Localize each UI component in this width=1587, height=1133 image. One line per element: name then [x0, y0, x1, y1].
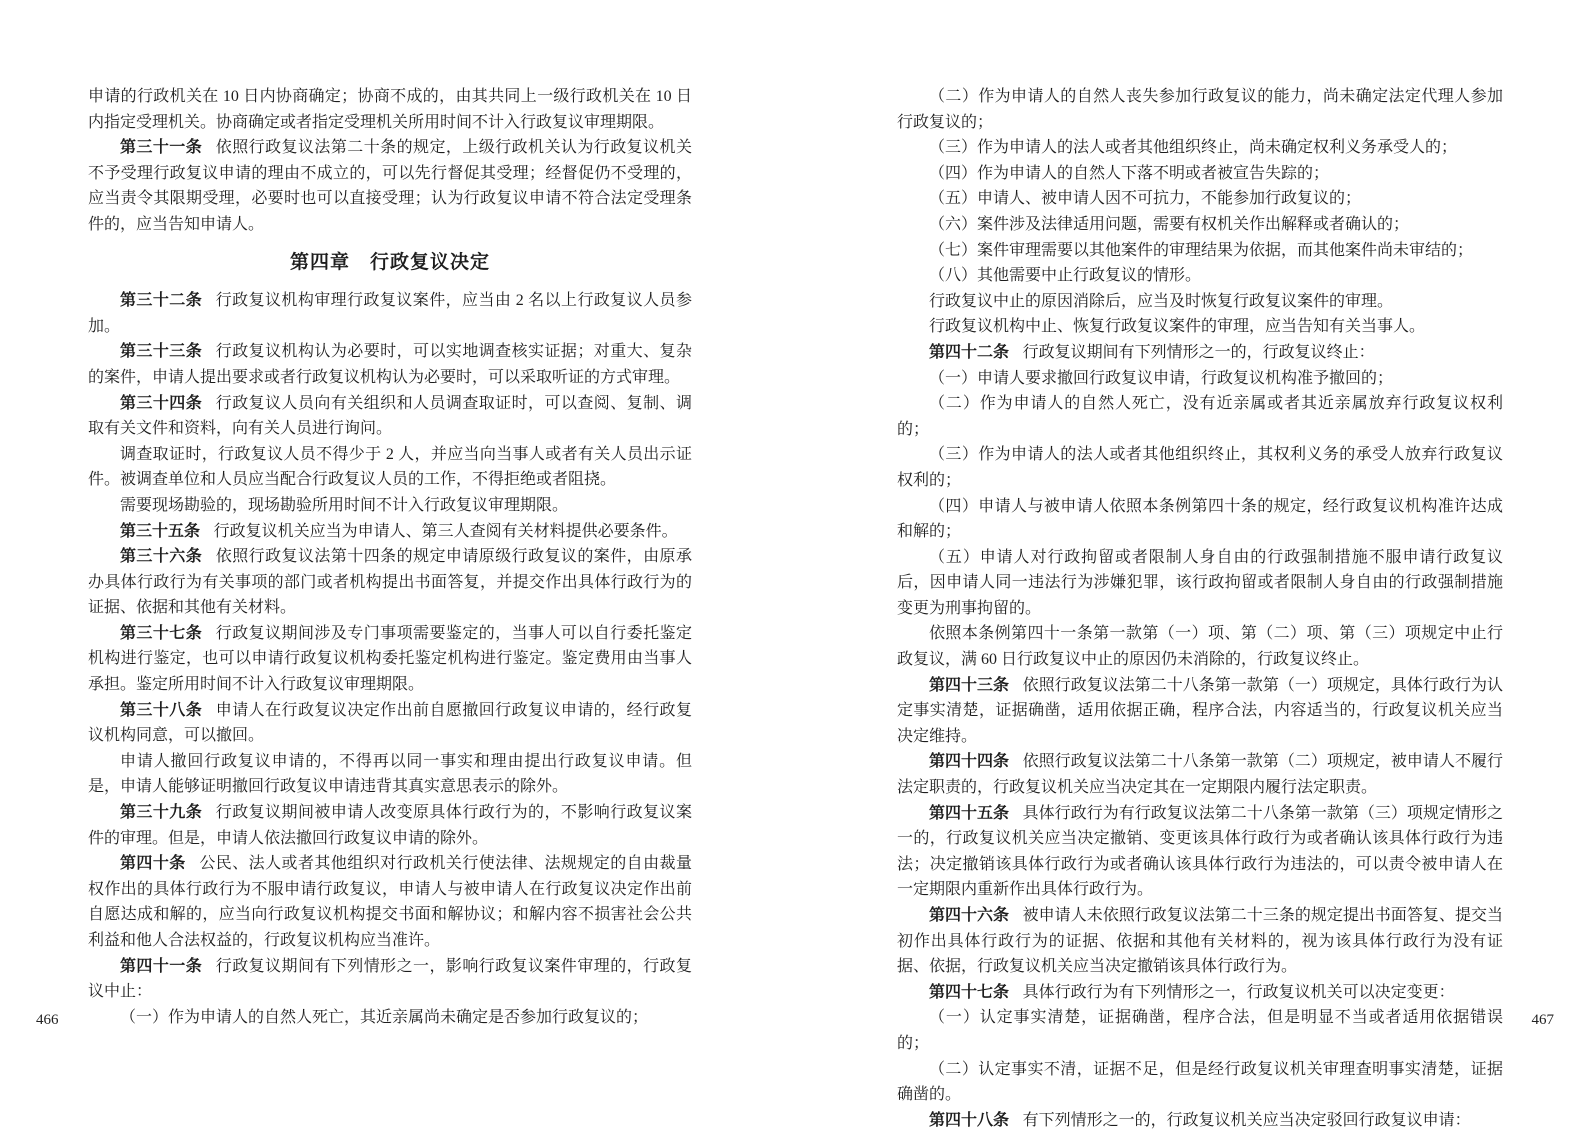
- article-number: 第四十八条: [929, 1111, 1010, 1129]
- body-paragraph: （四）作为申请人的自然人下落不明或者被宣告失踪的；: [929, 164, 1330, 182]
- body-paragraph: （五）申请人、被申请人因不可抗力，不能参加行政复议的；: [929, 190, 1362, 208]
- article-number: 第三十九条: [120, 804, 203, 822]
- article-paragraph: [88, 698, 692, 749]
- article-text: 依照行政复议法第二十八条第一款第（二）项规定，被申请人不履行法定职责的，行政复议机关应当决定其在一定期限内履行法定职责。: [897, 753, 1503, 797]
- article-text: 行政复议期间涉及专门事项需要鉴定的，当事人可以自行委托鉴定机构进行鉴定，也可以申请行政复议机构委托鉴定机构进行鉴定。鉴定费用由当事人承担。鉴定所用时间不计入行政复议审理期限。: [88, 624, 692, 694]
- article-text: 具体行政行为有行政复议法第二十八条第一款第（三）项规定情形之一的，行政复议机关应当决定撤销、变更该具体行政行为或者确认该具体行政行为违法；决定撤销该具体行政行为或者确认该具体行政行为违法的，可以责令被申请人在一定期限内重新作出具体行政行为。: [897, 804, 1503, 899]
- body-paragraph: 申请人撤回行政复议申请的，不得再以同一事实和理由提出行政复议申请。但是，申请人能够证明撤回行政复议申请违背其真实意思表示的除外。: [88, 752, 692, 796]
- article-paragraph: [88, 339, 692, 390]
- article-paragraph: [897, 903, 1503, 980]
- article-number: 第四十三条: [929, 676, 1010, 694]
- page-right: [897, 84, 1503, 1133]
- article-number: 第四十六条: [929, 907, 1010, 924]
- body-paragraph: （八）其他需要中止行政复议的情形。: [929, 267, 1202, 285]
- article-number: 第四十二条: [929, 343, 1010, 361]
- article-paragraph: [897, 801, 1503, 903]
- article-text: 行政复议机构认为必要时，可以实地调查核实证据；对重大、复杂的案件，申请人提出要求或者行政复议机构认为必要时，可以采取听证的方式审理。: [88, 343, 692, 386]
- body-paragraph: 需要现场勘验的，现场勘验所用时间不计入行政复议审理期限。: [120, 496, 569, 514]
- body-paragraph: （一）申请人要求撤回行政复议申请，行政复议机构准予撤回的；: [929, 369, 1394, 387]
- article-text: 行政复议机关应当为申请人、第三人查阅有关材料提供必要条件。: [213, 522, 678, 540]
- chapter-heading: 第四章 行政复议决定: [289, 251, 490, 273]
- article-number: 第四十一条: [120, 957, 203, 975]
- article-paragraph: [88, 519, 692, 545]
- body-paragraph: （一）作为申请人的自然人死亡，其近亲属尚未确定是否参加行政复议的；: [120, 1008, 649, 1026]
- article-paragraph: [88, 135, 692, 237]
- article-paragraph: [897, 1108, 1503, 1133]
- body-paragraph: （六）案件涉及法律适用问题，需要有权机关作出解释或者确认的；: [929, 215, 1410, 233]
- article-paragraph: [88, 851, 692, 953]
- article-text: 行政复议期间被申请人改变原具体行政行为的，不影响行政复议案件的审理。但是，申请人依法撤回行政复议申请的除外。: [88, 804, 692, 847]
- body-paragraph: （五）申请人对行政拘留或者限制人身自由的行政强制措施不服申请行政复议后，因申请人同一违法行为涉嫌犯罪，该行政拘留或者限制人身自由的行政强制措施变更为刑事拘留的。: [897, 548, 1503, 617]
- article-text: 行政复议人员向有关组织和人员调查取证时，可以查阅、复制、调取有关文件和资料，向有关人员进行询问。: [88, 394, 692, 438]
- article-paragraph: [897, 749, 1503, 800]
- article-paragraph: [88, 800, 692, 851]
- article-text: 行政复议机构审理行政复议案件，应当由 2 名以上行政复议人员参加。: [88, 292, 692, 335]
- body-paragraph: （七）案件审理需要以其他案件的审理结果为依据，而其他案件尚未审结的；: [929, 241, 1474, 259]
- article-text: 公民、法人或者其他组织对行政机关行使法律、法规规定的自由裁量权作出的具体行政行为不服申请行政复议，申请人与被申请人在行政复议决定作出前自愿达成和解的，应当向行政复议机构提交书面和解协议；和解内容不损害社会公共利益和他人合法权益的，行政复议机构应当准许。: [88, 855, 692, 949]
- body-paragraph: （二）作为申请人的自然人死亡，没有近亲属或者其近亲属放弃行政复议权利的；: [897, 395, 1503, 438]
- page-number-left: 466: [36, 1012, 59, 1028]
- article-number: 第三十八条: [120, 701, 203, 719]
- body-paragraph: （三）作为申请人的法人或者其他组织终止，其权利义务的承受人放弃行政复议权利的；: [897, 446, 1503, 489]
- article-number: 第三十一条: [120, 139, 203, 157]
- article-number: 第四十七条: [929, 983, 1010, 1001]
- article-text: 申请人在行政复议决定作出前自愿撤回行政复议申请的，经行政复议机构同意，可以撤回。: [88, 701, 692, 745]
- body-paragraph: 行政复议中止的原因消除后，应当及时恢复行政复议案件的审理。: [929, 292, 1394, 310]
- article-number: 第三十七条: [120, 624, 203, 642]
- article-number: 第三十四条: [120, 394, 203, 412]
- article-text: 行政复议期间有下列情形之一，影响行政复议案件审理的，行政复议中止：: [88, 957, 692, 1001]
- article-paragraph: [897, 340, 1503, 366]
- article-paragraph: [88, 391, 692, 442]
- article-number: 第三十三条: [120, 343, 203, 361]
- article-paragraph: [88, 954, 692, 1005]
- article-number: 第四十条: [120, 855, 186, 873]
- article-number: 第四十五条: [929, 804, 1010, 822]
- article-number: 第三十六条: [120, 548, 203, 566]
- article-text: 依照行政复议法第二十八条第一款第（一）项规定，具体行政行为认定事实清楚，证据确凿，适用依据正确，程序合法，内容适当的，行政复议机关应当决定维持。: [897, 676, 1503, 745]
- page-number-right: 467: [1531, 1012, 1554, 1028]
- body-paragraph: （二）作为申请人的自然人丧失参加行政复议的能力，尚未确定法定代理人参加行政复议的；: [897, 88, 1503, 131]
- article-number: 第三十五条: [120, 522, 201, 540]
- body-paragraph: 依照本条例第四十一条第一款第（一）项、第（二）项、第（三）项规定中止行政复议，满 60 日行政复议中止的原因仍未消除的，行政复议终止。: [897, 625, 1503, 669]
- article-number: 第三十二条: [120, 292, 203, 310]
- body-paragraph: （二）认定事实不清，证据不足，但是经行政复议机关审理查明事实清楚，证据确凿的。: [897, 1060, 1503, 1104]
- article-text: 有下列情形之一的，行政复议机关应当决定驳回行政复议申请：: [1022, 1111, 1471, 1129]
- body-paragraph: 行政复议机构中止、恢复行政复议案件的审理，应当告知有关当事人。: [929, 318, 1426, 336]
- article-text: 依照行政复议法第二十条的规定，上级行政机关认为行政复议机关不予受理行政复议申请的理由不成立的，可以先行督促其受理；经督促仍不受理的，应当责令其限期受理，必要时也可以直接受理；认为行政复议申请不符合法定受理条件的，应当告知申请人。: [88, 139, 692, 233]
- article-paragraph: [88, 621, 692, 698]
- article-paragraph: [897, 980, 1503, 1006]
- article-text: 依照行政复议法第十四条的规定申请原级行政复议的案件，由原承办具体行政行为有关事项的部门或者机构提出书面答复，并提交作出具体行政行为的证据、依据和其他有关材料。: [88, 548, 692, 617]
- continuation-paragraph: 申请的行政机关在 10 日内协商确定；协商不成的，由其共同上一级行政机关在 10 日内指定受理机关。协商确定或者指定受理机关所用时间不计入行政复议审理期限。: [88, 88, 692, 131]
- body-paragraph: 调查取证时，行政复议人员不得少于 2 人，并应当向当事人或者有关人员出示证件。被调查单位和人员应当配合行政复议人员的工作，不得拒绝或者阻挠。: [88, 445, 692, 489]
- article-paragraph: [88, 544, 692, 621]
- page-left: [88, 84, 692, 1030]
- body-paragraph: （一）认定事实清楚，证据确凿，程序合法，但是明显不当或者适用依据错误的；: [897, 1009, 1503, 1052]
- article-number: 第四十四条: [929, 753, 1010, 771]
- article-text: 被申请人未依照行政复议法第二十三条的规定提出书面答复、提交当初作出具体行政行为的证据、依据和其他有关材料的，视为该具体行政行为没有证据、依据，行政复议机关应当决定撤销该具体行政行为。: [897, 907, 1503, 976]
- body-paragraph: （四）申请人与被申请人依照本条例第四十条的规定，经行政复议机构准许达成和解的；: [897, 497, 1503, 541]
- article-paragraph: [88, 288, 692, 339]
- article-paragraph: [897, 673, 1503, 750]
- body-paragraph: （三）作为申请人的法人或者其他组织终止，尚未确定权利义务承受人的；: [929, 139, 1458, 157]
- article-text: 行政复议期间有下列情形之一的，行政复议终止：: [1022, 343, 1375, 361]
- article-text: 具体行政行为有下列情形之一，行政复议机关可以决定变更：: [1022, 983, 1455, 1001]
